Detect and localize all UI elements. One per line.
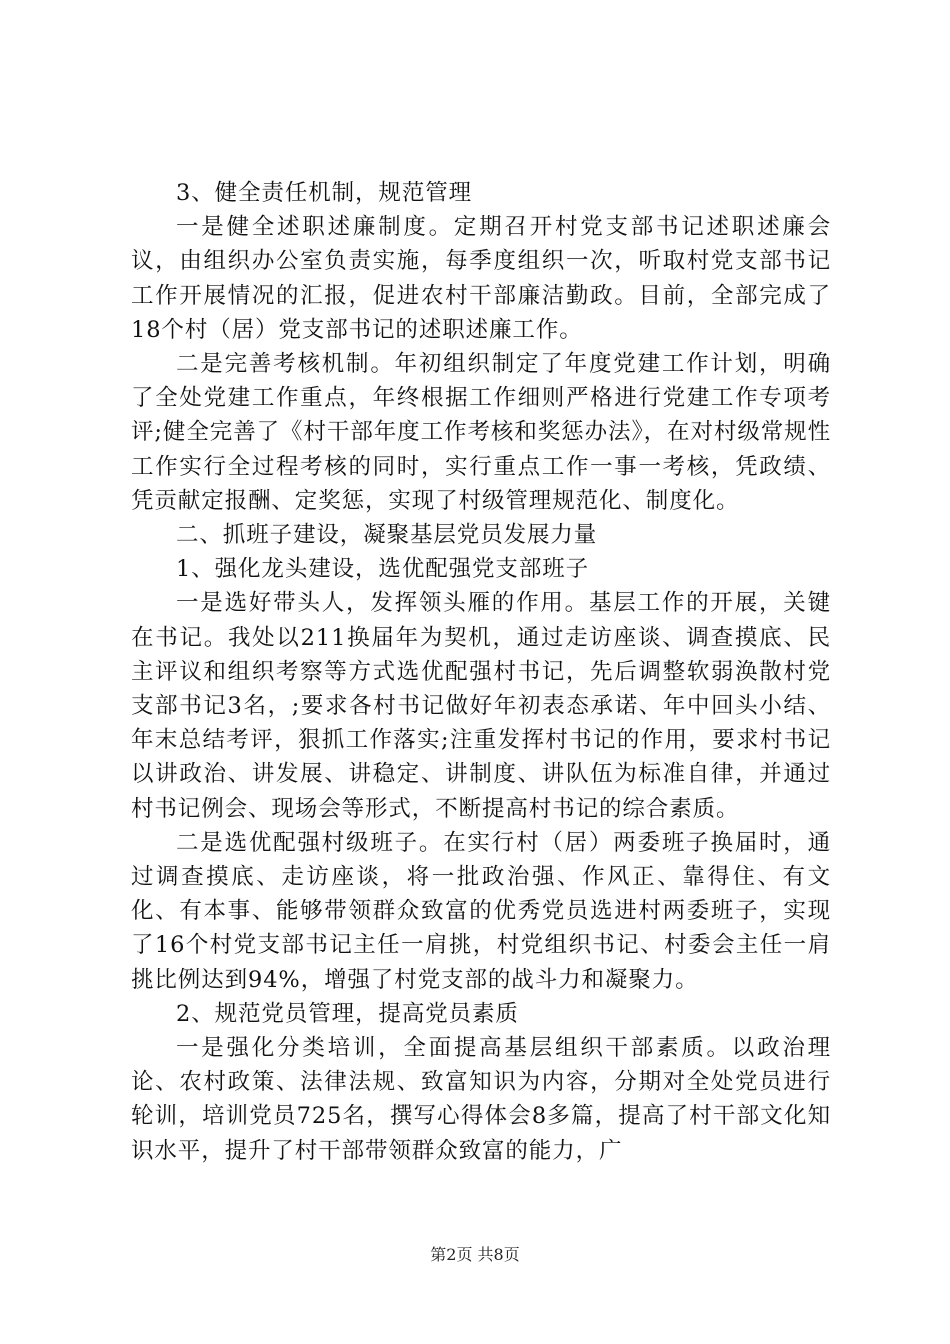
section-heading-1: 1、强化龙头建设，选优配强党支部班子 [176,556,590,583]
paragraph-training: 一是强化分类培训，全面提高基层组织干部素质。以政治理论、农村政策、法律法规、致富知识为内容，分期对全处党员进行轮训，培训党员725名，撰写心得体会8多篇，提高了村干部文化知识水平，提升了村干部带领群众致富的能力，广 [131,1035,831,1164]
paragraph-assessment-mechanism: 二是完善考核机制。年初组织制定了年度党建工作计划，明确了全处党建工作重点，年终根据工作细则严格进行党建工作专项考评;健全完善了《村干部年度工作考核和奖惩办法》，在对村级常规性工作实行全过程考核的同时，实行重点工作一事一考核，凭政绩、凭贡献定报酬、定奖惩，实现了村级管理规范化、制度化。 [131,351,831,514]
document-body [131,176,831,1168]
page-number-footer: 第2页 共8页 [430,1245,520,1264]
section-heading-team-building: 二、抓班子建设，凝聚基层党员发展力量 [176,522,598,549]
paragraph-village-team: 二是选优配强村级班子。在实行村（居）两委班子换届时，通过调查摸底、走访座谈，将一批政治强、作风正、靠得住、有文化、有本事、能够带领群众致富的优秀党员选进村两委班子，实现了16个村党支部书记主任一肩挑，村党组织书记、村委会主任一肩挑比例达到94%，增强了村党支部的战斗力和凝聚力。 [131,829,831,993]
paragraph-debriefing-system: 一是健全述职述廉制度。定期召开村党支部书记述职述廉会议，由组织办公室负责实施，每季度组织一次，听取村党支部书记工作开展情况的汇报，促进农村干部廉洁勤政。目前，全部完成了18个村（居）党支部书记的述职述廉工作。 [131,214,831,343]
paragraph-leader-selection: 一是选好带头人，发挥领头雁的作用。基层工作的开展，关键在书记。我处以211换届年为契机，通过走访座谈、调查摸底、民主评议和组织考察等方式选优配强村书记，先后调整软弱涣散村党支部书记3名，;要求各村书记做好年初表态承诺、年中回头小结、年末总结考评，狠抓工作落实;注重发挥村书记的作用，要求村书记以讲政治、讲发展、讲稳定、讲制度、讲队伍为标准自律，并通过村书记例会、现场会等形式，不断提高村书记的综合素质。 [131,590,831,822]
section-heading-2: 2、规范党员管理，提高党员素质 [176,1000,519,1027]
section-heading-3: 3、健全责任机制，规范管理 [176,180,473,206]
